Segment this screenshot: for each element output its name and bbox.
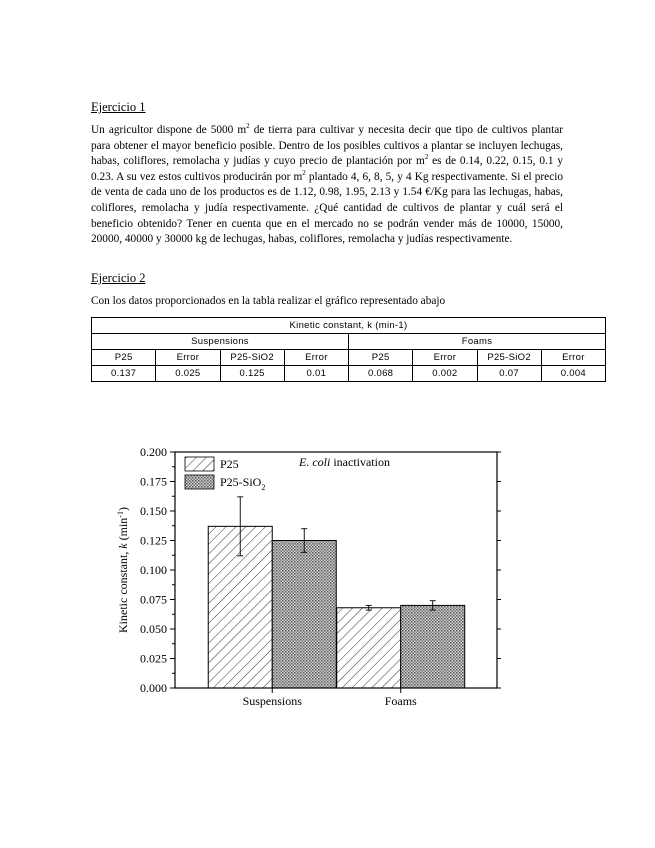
bar-p25-foams [337, 608, 401, 688]
y-tick-label: 0.050 [140, 622, 167, 636]
y-axis-label-k: k [116, 543, 130, 549]
table-header-cell: Error [413, 350, 477, 366]
x-axis-ticks [243, 688, 417, 708]
legend-label-p25: P25 [220, 457, 239, 471]
superscript-2: 2 [424, 153, 429, 162]
table-title: Kinetic constant, k (min-1) [92, 318, 606, 334]
legend-swatch-p25 [185, 457, 214, 471]
y-tick-label: 0.175 [140, 474, 167, 489]
table-header-cell: Error [541, 350, 605, 366]
legend-swatch-p25-sio2 [185, 475, 214, 489]
table-cell: 0.137 [92, 366, 156, 382]
legend-label-p25-sio2 [220, 475, 265, 492]
exercise-1-text-part-2: de tierra para cultivar y necesita decir que tipo de cultivos plantar para obtener el mayor beneficio posible. Dentro de los posibles cultivos a plantar se incluyen lechugas, habas, coliflores, remolacha y judías y cuyo precio de plantación por m [91, 124, 563, 168]
legend-label-p25-sio2-main: P25-SiO [220, 475, 262, 489]
exercise-2-title: Ejercicio 2 [91, 271, 146, 285]
bar-p25-sio2-suspensions [272, 541, 336, 689]
y-tick-label: 0.125 [140, 533, 167, 548]
y-tick-label: 0.000 [140, 681, 167, 695]
table-cell: 0.01 [284, 366, 348, 382]
exercise-1-text-part-3: es de 0.14, 0.22, 0.15, 0.1 y 0.23. A su vez estos cultivos producirán por m [91, 155, 563, 183]
table-group-foams: Foams [349, 334, 606, 350]
table-cell: 0.025 [156, 366, 220, 382]
y-axis-label-unit: (min [116, 517, 130, 544]
table-cell: 0.125 [220, 366, 284, 382]
legend-label-subscript: 2 [261, 483, 266, 492]
annotation-rest: inactivation [330, 455, 390, 469]
y-tick-label: 0.200 [140, 445, 167, 459]
x-tick-label: Suspensions [242, 694, 302, 708]
y-axis-label-main: Kinetic constant, [116, 548, 130, 633]
y-tick-label: 0.150 [140, 504, 167, 518]
table-header-cell: P25 [349, 350, 413, 366]
y-axis-label [116, 507, 130, 633]
table-header-cell: Error [156, 350, 220, 366]
table-cell: 0.07 [477, 366, 541, 382]
table-cell: 0.004 [541, 366, 605, 382]
y-axis-label-exponent: -1 [116, 511, 125, 518]
superscript-2: 2 [246, 122, 250, 131]
exercise-1-text-part-4: plantado 4, 6, 8, 5, y 4 Kg respectivamente. Si el precio de venta de cada uno de los productos es de 1.12, 0.98, 1.95, 2.13 y 1.54 €/Kg para las lechugas, habas, coliflores, remolacha y judía respectivamente. ¿Qué cantidad de cultivos de plantar y cuál será el beneficio obtenido? Tener en cuenta que en el mercado no se podrán vender más de 10000, 15000, 20000, 40000 y 30000 kg de lechugas, habas, coliflores, remolacha y judías respectivamente. [91, 170, 563, 246]
y-tick-label: 0.025 [140, 651, 167, 666]
table-header-cell: P25-SiO2 [220, 350, 284, 366]
exercise-1-title: Ejercicio 1 [91, 100, 146, 114]
y-tick-label: 0.100 [140, 563, 167, 577]
table-header-cell: Error [284, 350, 348, 366]
superscript-2: 2 [302, 169, 306, 178]
table-header-cell: P25 [92, 350, 156, 366]
table-group-suspensions: Suspensions [92, 334, 349, 350]
table-header-cell: P25-SiO2 [477, 350, 541, 366]
bars-group [208, 526, 464, 688]
table-cell: 0.068 [349, 366, 413, 382]
bar-p25-sio2-foams [401, 605, 465, 688]
exercise-1-text-part-1: Un agricultor dispone de 5000 m [91, 124, 247, 136]
annotation-italic: E. coli [299, 455, 331, 469]
x-tick-label: Foams [384, 694, 417, 708]
y-tick-label: 0.075 [140, 592, 167, 607]
exercise-2-text: Con los datos proporcionados en la tabla realizar el gráfico representado abajo [91, 295, 446, 307]
table-cell: 0.002 [413, 366, 477, 382]
y-axis-label-close: ) [116, 507, 130, 512]
chart-annotation [298, 455, 390, 469]
